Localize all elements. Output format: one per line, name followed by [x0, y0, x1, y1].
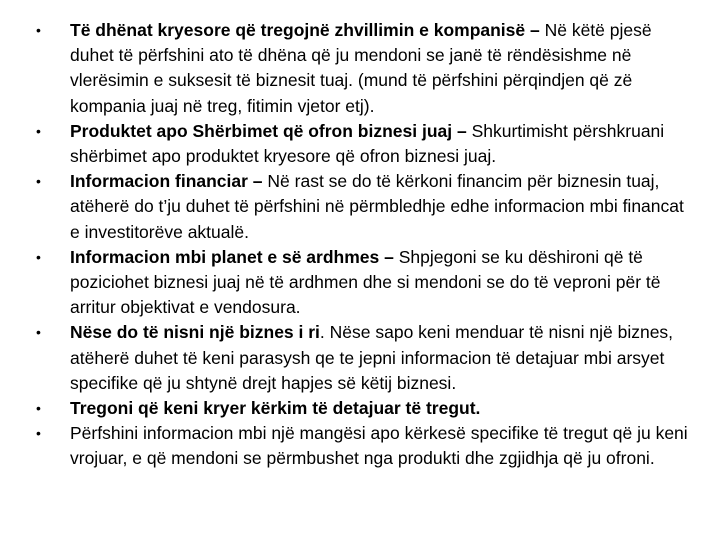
bullet-item	[34, 320, 690, 396]
bullet-text: Shkurtimisht përshkruani shërbimet apo produktet kryesore që ofron biznesi juaj.	[70, 120, 665, 167]
bullet-lead: Nëse do të nisni një biznes i ri	[70, 322, 320, 343]
bullet-dot-icon: •	[36, 400, 41, 417]
bullet-dot-icon: •	[36, 22, 41, 38]
bullet-text: Përfshini informacion mbi një mangësi apo kërkesë specifike të tregut që ju keni vrojuar, e që mendoni se përmbushet nga produkti dhe zgjidhja që ju ofroni.	[70, 423, 688, 469]
bullet-text: Shpjegoni se ku dëshironi që të poziciohet biznesi juaj në të ardhmen dhe si mendoni se do të veproni për të arritur objektivat e vendosura.	[70, 246, 661, 318]
bullet-item	[34, 169, 690, 245]
bullet-lead: Produktet apo Shërbimet që ofron biznesi juaj –	[70, 120, 472, 141]
bullet-lead: Të dhënat kryesore që tregojnë zhvillimin e kompanisë –	[70, 20, 545, 40]
bullet-item	[34, 245, 690, 321]
bullet-item	[34, 18, 690, 119]
bullet-list	[34, 18, 690, 472]
bullet-item	[34, 396, 690, 421]
bullet-item	[34, 421, 690, 471]
bullet-item	[34, 119, 690, 169]
bullet-lead: Informacion financiar –	[70, 171, 268, 192]
bullet-dot-icon: •	[36, 173, 41, 190]
bullet-dot-icon: •	[36, 122, 41, 139]
bullet-dot-icon: •	[36, 425, 41, 442]
bullet-lead: Tregoni që keni kryer kërkim të detajuar të tregut.	[70, 398, 481, 419]
bullet-text: Në këtë pjesë duhet të përfshini ato të dhëna që ju mendoni se janë të rëndësishme në vlerësimin e suksesit të biznesit tuaj. (mund të përfshini përqindjen që zë kompania juaj në treg, fitimin vjetor etj).	[70, 20, 652, 116]
bullet-lead: Informacion mbi planet e së ardhmes –	[70, 246, 399, 267]
bullet-text: Në rast se do të kërkoni financim për biznesin tuaj, atëherë do t’ju duhet të përfshini në përmbledhje edhe informacion mbi financat e investitorëve aktualë.	[70, 171, 684, 242]
bullet-text: . Nëse sapo keni menduar të nisni një biznes, atëherë duhet të keni parasysh qe te jepni informacion të detajuar mbi arsyet specifike që ju shtynë drejt hapjes së këtij biznesi.	[70, 322, 674, 393]
bullet-dot-icon: •	[36, 324, 41, 341]
bullet-dot-icon: •	[36, 248, 41, 265]
